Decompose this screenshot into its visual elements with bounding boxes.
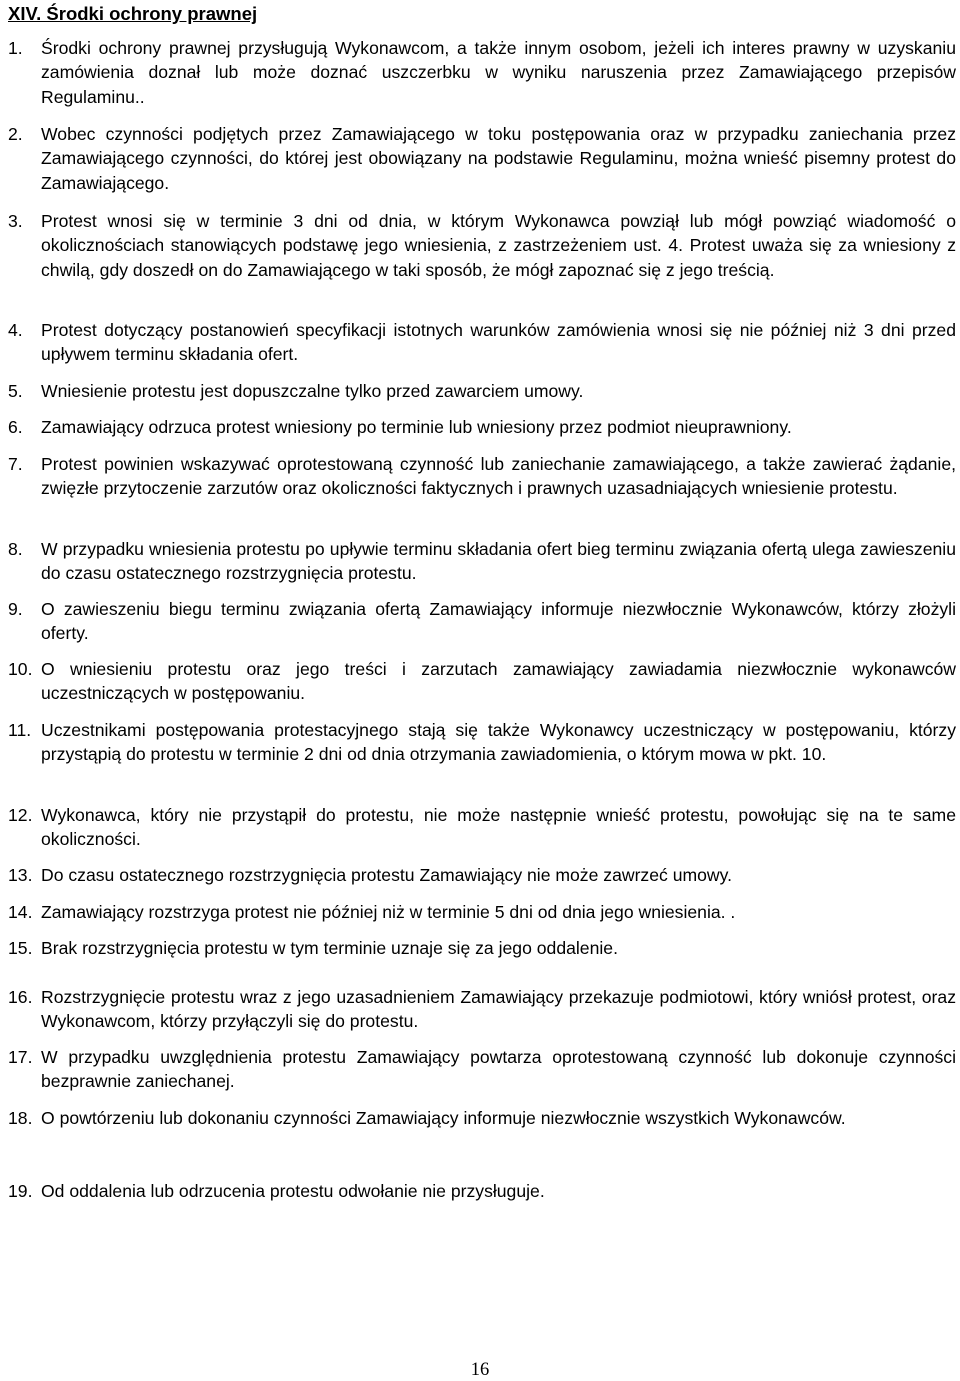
- item-text: W przypadku wniesienia protestu po upływie terminu składania ofert bieg terminu związania ofertą ulega zawieszeniu do czasu ostatecznego rozstrzygnięcia protestu.: [41, 539, 956, 584]
- list-item: [8, 209, 956, 282]
- item-number: 5.: [8, 381, 23, 401]
- item-text: O zawieszeniu biegu terminu związania ofertą Zamawiający informuje niezwłocznie Wykonawców, którzy złożyli oferty.: [41, 599, 956, 644]
- item-number: 7.: [8, 454, 23, 474]
- section-heading: XIV. Środki ochrony prawnej: [8, 3, 258, 24]
- list-item: [8, 36, 956, 109]
- item-text: Do czasu ostatecznego rozstrzygnięcia protestu Zamawiający nie może zawrzeć umowy.: [41, 865, 733, 885]
- item-text: W przypadku uwzględnienia protestu Zamawiający powtarza oprotestowaną czynność lub dokonuje czynności bezprawnie zaniechanej.: [41, 1047, 956, 1092]
- item-number: 11.: [8, 720, 32, 740]
- page-number: 16: [470, 1360, 490, 1380]
- item-number: 15.: [8, 938, 33, 958]
- item-number: 1.: [8, 38, 23, 58]
- item-number: 4.: [8, 320, 23, 340]
- list-item: [8, 122, 956, 195]
- list-item: [8, 597, 956, 646]
- list-item: [8, 452, 956, 501]
- list-item: [8, 803, 956, 852]
- item-text: Wykonawca, który nie przystąpił do protestu, nie może następnie wnieść protestu, powołując się na te same okoliczności.: [41, 805, 956, 850]
- item-text: Środki ochrony prawnej przysługują Wykonawcom, a także innym osobom, jeżeli ich interes prawny w uzyskaniu zamówienia doznał lub może doznać uszczerbku w wyniku naruszenia przez Zamawiającego przepisów Regulaminu..: [41, 38, 956, 107]
- item-text: Zamawiający odrzuca protest wniesiony po terminie lub wniesiony przez podmiot nieuprawniony.: [41, 417, 792, 437]
- item-number: 17.: [8, 1047, 33, 1067]
- list-item: [8, 318, 956, 367]
- item-text: Wniesienie protestu jest dopuszczalne tylko przed zawarciem umowy.: [41, 381, 584, 401]
- item-text: O wniesieniu protestu oraz jego treści i zarzutach zamawiający zawiadamia niezwłocznie wykonawców uczestniczących w postępowaniu.: [41, 659, 956, 704]
- list-item: [8, 379, 956, 403]
- item-text: Brak rozstrzygnięcia protestu w tym terminie uznaje się za jego oddalenie.: [41, 938, 618, 958]
- item-number: 16.: [8, 987, 33, 1007]
- item-number: 9.: [8, 599, 23, 619]
- item-number: 19.: [8, 1181, 33, 1201]
- list-item: [8, 1045, 956, 1094]
- list-item: [8, 718, 956, 767]
- list-item: [8, 415, 956, 439]
- item-text: Protest powinien wskazywać oprotestowaną czynność lub zaniechanie zamawiającego, a także zawierać żądanie, zwięzłe przytoczenie zarzutów oraz okoliczności faktycznych i prawnych uzasadniających wniesienie protestu.: [41, 454, 956, 499]
- item-text: Rozstrzygnięcie protestu wraz z jego uzasadnieniem Zamawiający przekazuje podmiotowi, który wniósł protest, oraz Wykonawcom, którzy przyłączyli się do protestu.: [41, 987, 956, 1032]
- item-text: Protest dotyczący postanowień specyfikacji istotnych warunków zamówienia wnosi się nie później niż 3 dni przed upływem terminu składania ofert.: [41, 320, 956, 365]
- item-text: O powtórzeniu lub dokonaniu czynności Zamawiający informuje niezwłocznie wszystkich Wykonawców.: [41, 1108, 846, 1128]
- list-item: [8, 537, 956, 586]
- item-number: 10.: [8, 659, 33, 679]
- item-number: 14.: [8, 902, 33, 922]
- item-number: 18.: [8, 1108, 33, 1128]
- item-text: Wobec czynności podjętych przez Zamawiającego w toku postępowania oraz w przypadku zaniechania przez Zamawiającego czynności, do której jest obowiązany na podstawie Regulaminu, można wnieść pisemny protest do Zamawiającego.: [41, 124, 956, 193]
- item-number: 6.: [8, 417, 23, 437]
- list-item: [8, 657, 956, 706]
- item-text: Zamawiający rozstrzyga protest nie później niż w terminie 5 dni od dnia jego wniesienia. .: [41, 902, 736, 922]
- list-item: [8, 1106, 956, 1130]
- item-text: Od oddalenia lub odrzucenia protestu odwołanie nie przysługuje.: [41, 1181, 545, 1201]
- item-number: 13.: [8, 865, 33, 885]
- item-number: 3.: [8, 211, 23, 231]
- item-text: Uczestnikami postępowania protestacyjnego stają się także Wykonawcy uczestniczący w postępowaniu, którzy przystąpią do protestu w terminie 2 dni od dnia otrzymania zawiadomienia, o którym mowa w pkt. 10.: [41, 720, 956, 765]
- list-item: [8, 985, 956, 1034]
- list-item: [8, 1179, 956, 1203]
- item-number: 12.: [8, 805, 33, 825]
- item-number: 8.: [8, 539, 23, 559]
- list-item: [8, 936, 956, 960]
- item-text: Protest wnosi się w terminie 3 dni od dnia, w którym Wykonawca powziął lub mógł powziąć wiadomość o okolicznościach stanowiących podstawę jego wniesienia, z zastrzeżeniem ust. 4. Protest uważa się za wniesiony z chwilą, gdy doszedł on do Zamawiającego w taki sposób, że mógł zapoznać się z jego treścią.: [41, 211, 956, 280]
- item-number: 2.: [8, 124, 23, 144]
- list-item: [8, 863, 956, 887]
- list-item: [8, 900, 956, 924]
